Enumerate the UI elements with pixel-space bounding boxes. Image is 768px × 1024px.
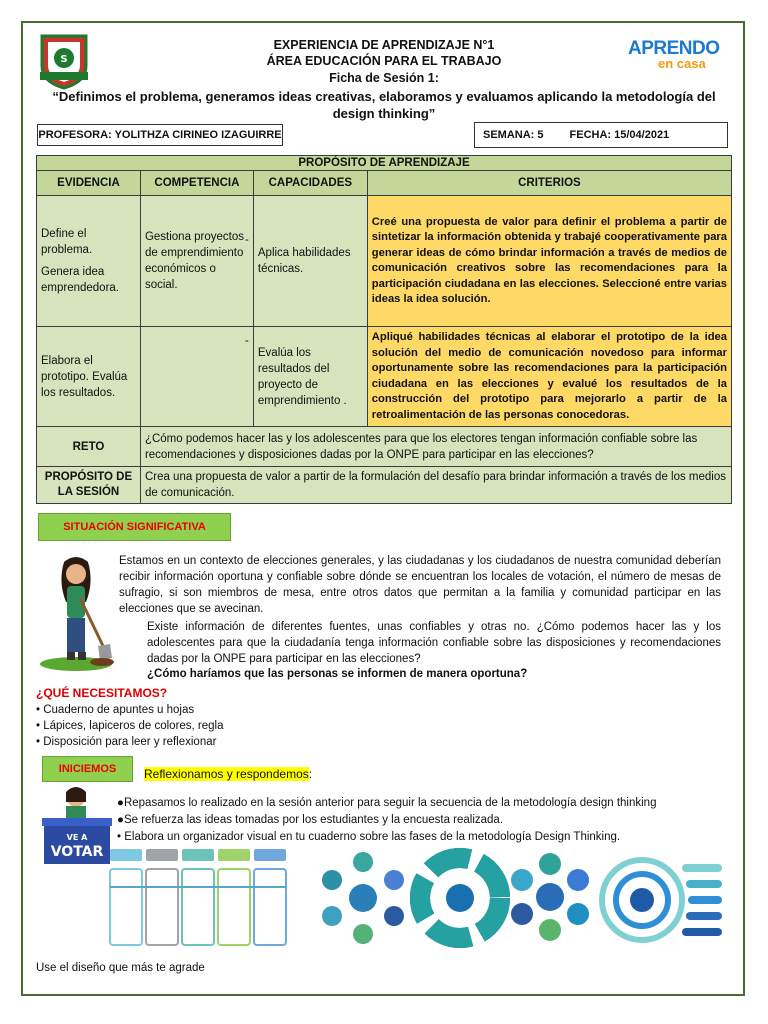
iniciemos-list	[117, 795, 727, 846]
necesitamos-item-2-text: Lápices, lapiceros de colores, regla	[43, 720, 224, 732]
iniciemos-label: INICIEMOS	[42, 756, 133, 782]
situacion-p2-wrap	[147, 619, 721, 667]
situacion-paragraph-2: Existe información de diferentes fuentes, unas confiables y otras no. ¿Cómo podemos hacer las y los adolescentes para que la ciudadanía tenga información confiable sobre las disposiciones y recomendaciones dadas por la ONPE para participar en las elecciones?	[147, 621, 721, 665]
hexagon-gear-diagram	[510, 852, 590, 942]
necesitamos-list	[36, 702, 224, 750]
header-title-cont: design thinking”	[332, 106, 436, 121]
concentric-steps-diagram	[596, 850, 726, 948]
header-line-1: EXPERIENCIA DE APRENDIZAJE N°1	[273, 38, 495, 52]
iniciemos-subtitle: Reflexionamos y respondemos	[144, 767, 309, 781]
proposito-text: Crea una propuesta de valor a partir de la formulación del desafío para brindar información a través de los medios de comunicación.	[140, 467, 731, 504]
header-capacidades: CAPACIDADES	[253, 171, 367, 196]
iniciemos-colon: :	[308, 767, 313, 781]
option-column-3	[182, 849, 214, 945]
situacion-label: SITUACIÓN SIGNIFICATIVA	[38, 513, 231, 541]
week-label: SEMANA: 5	[483, 129, 544, 141]
ballot-box-illustration	[38, 784, 116, 868]
iniciemos-item-1: ●Repasamos lo realizado en la sesión anterior para seguir la secuencia de la metodología design thinking	[117, 797, 657, 809]
competencia-text: Gestiona proyectos de emprendimiento económicos o social.	[144, 231, 245, 291]
footer-note: Use el diseño que más te agrade	[36, 962, 205, 974]
criterio-cell-1: Creé una propuesta de valor para definir el problema a partir de sintetizar la información obtenida y trabajé cooperativamente para generar ideas de cómo brindar información a través de medios de comunicación creativos sobre las recomendaciones para la participación ciudadana en las elecciones. Seleccioné entre varias ideas la idea solución.	[367, 196, 731, 327]
ballot-small-text: VE A	[66, 833, 88, 842]
reto-text: ¿Cómo podemos hacer las y los adolescentes para que los electores tengan información confiable sobre las recomendaciones y disposiciones dadas por la ONPE para participar en las elecciones?	[140, 427, 731, 467]
evidencia-cell-2: Elabora el prototipo. Evalúa los resultados.	[37, 327, 141, 427]
week-date-box	[474, 122, 728, 148]
iniciemos-subtitle-wrap	[144, 767, 312, 781]
en-casa-text: en casa	[658, 56, 706, 71]
date-label: FECHA: 15/04/2021	[569, 129, 670, 141]
option-column-1	[110, 849, 142, 945]
option-column-2	[146, 849, 178, 945]
ballot-votar-text: VOTAR	[50, 844, 104, 860]
proposito-label: PROPÓSITO DE LA SESIÓN	[37, 467, 141, 504]
svg-text:S: S	[60, 54, 68, 65]
header-competencia: COMPETENCIA	[140, 171, 253, 196]
aprendo-text: APRENDO	[628, 38, 720, 59]
header-line-2: ÁREA EDUCACIÓN PARA EL TRABAJO	[266, 54, 502, 68]
necesitamos-item-1: • Cuaderno de apuntes u hojas	[36, 704, 195, 716]
header-line-3: Ficha de Sesión 1:	[329, 71, 439, 85]
donut-diagram	[410, 848, 510, 948]
teacher-box: PROFESORA: YOLITHZA CIRINEO IZAGUIRRE	[37, 124, 283, 146]
options-diagram-thumbnail	[106, 845, 298, 950]
necesitamos-item-2: • Lápices, lapiceros de colores, regla	[36, 720, 224, 732]
reto-label: RETO	[37, 427, 141, 467]
option-column-5	[254, 849, 286, 945]
evidencia-1a: Define el problema.	[41, 228, 93, 256]
necesitamos-item-3: • Disposición para leer y reflexionar	[36, 736, 217, 748]
table-title: PROPÓSITO DE APRENDIZAJE	[37, 156, 732, 171]
situacion-paragraph-1: Estamos en un contexto de elecciones generales, y las ciudadanas y los ciudadanos de nuestra comunidad deberían recibir información oportuna y confiable sobre dónde se encuentran los locales de votación, el número de mesas de sufragio, si son miembros de mesa, entre otros datos que permitan a la familia y comunidad participar en las elecciones que se avecinan.	[119, 555, 721, 615]
evidencia-cell-1	[37, 196, 141, 327]
header-evidencia: EVIDENCIA	[37, 171, 141, 196]
capacidad-cell-2: Evalúa los resultados del proyecto de emprendimiento .	[253, 327, 367, 427]
dash-2: -	[245, 335, 249, 347]
necesitamos-item-1-text: Cuaderno de apuntes u hojas	[43, 704, 195, 716]
evidencia-1b: Genera idea emprendedora.	[41, 266, 119, 294]
circular-icons-diagram	[318, 848, 408, 948]
option-column-4	[218, 849, 250, 945]
dash-1: -	[245, 234, 249, 246]
girl-gardening-illustration	[36, 552, 116, 672]
iniciemos-item-2: ●Se refuerza las ideas tomadas por los estudiantes y la encuesta realizada.	[117, 814, 504, 826]
necesitamos-title: ¿QUÉ NECESITAMOS?	[36, 686, 168, 700]
learning-purpose-table	[36, 155, 732, 504]
competencia-cell	[140, 196, 253, 327]
capacidad-cell-1: Aplica habilidades técnicas.	[253, 196, 367, 327]
criterio-cell-2: Apliqué habilidades técnicas al elaborar el prototipo de la idea solución del medio de comunicación novedoso para informar oportunamente sobre las recomendaciones para la participación ciudadana en las elecciones y evalué los resultados de la construcción del prototipo para mejorarlo a partir de la retroalimentación de las personas conocedoras.	[367, 327, 731, 427]
header-criterios: CRITERIOS	[367, 171, 731, 196]
iniciemos-item-3: • Elabora un organizador visual en tu cuaderno sobre las fases de la metodología Design Thinking.	[117, 831, 621, 843]
header-title: “Definimos el problema, generamos ideas creativas, elaboramos y evaluamos aplicando la metodología del	[52, 89, 716, 104]
situacion-question: ¿Cómo haríamos que las personas se informen de manera oportuna?	[147, 668, 528, 680]
competencia-cell-2	[140, 327, 253, 427]
aprendo-en-casa-logo	[628, 38, 718, 71]
situacion-p1-wrap	[119, 553, 721, 617]
necesitamos-item-3-text: Disposición para leer y reflexionar	[43, 736, 217, 748]
